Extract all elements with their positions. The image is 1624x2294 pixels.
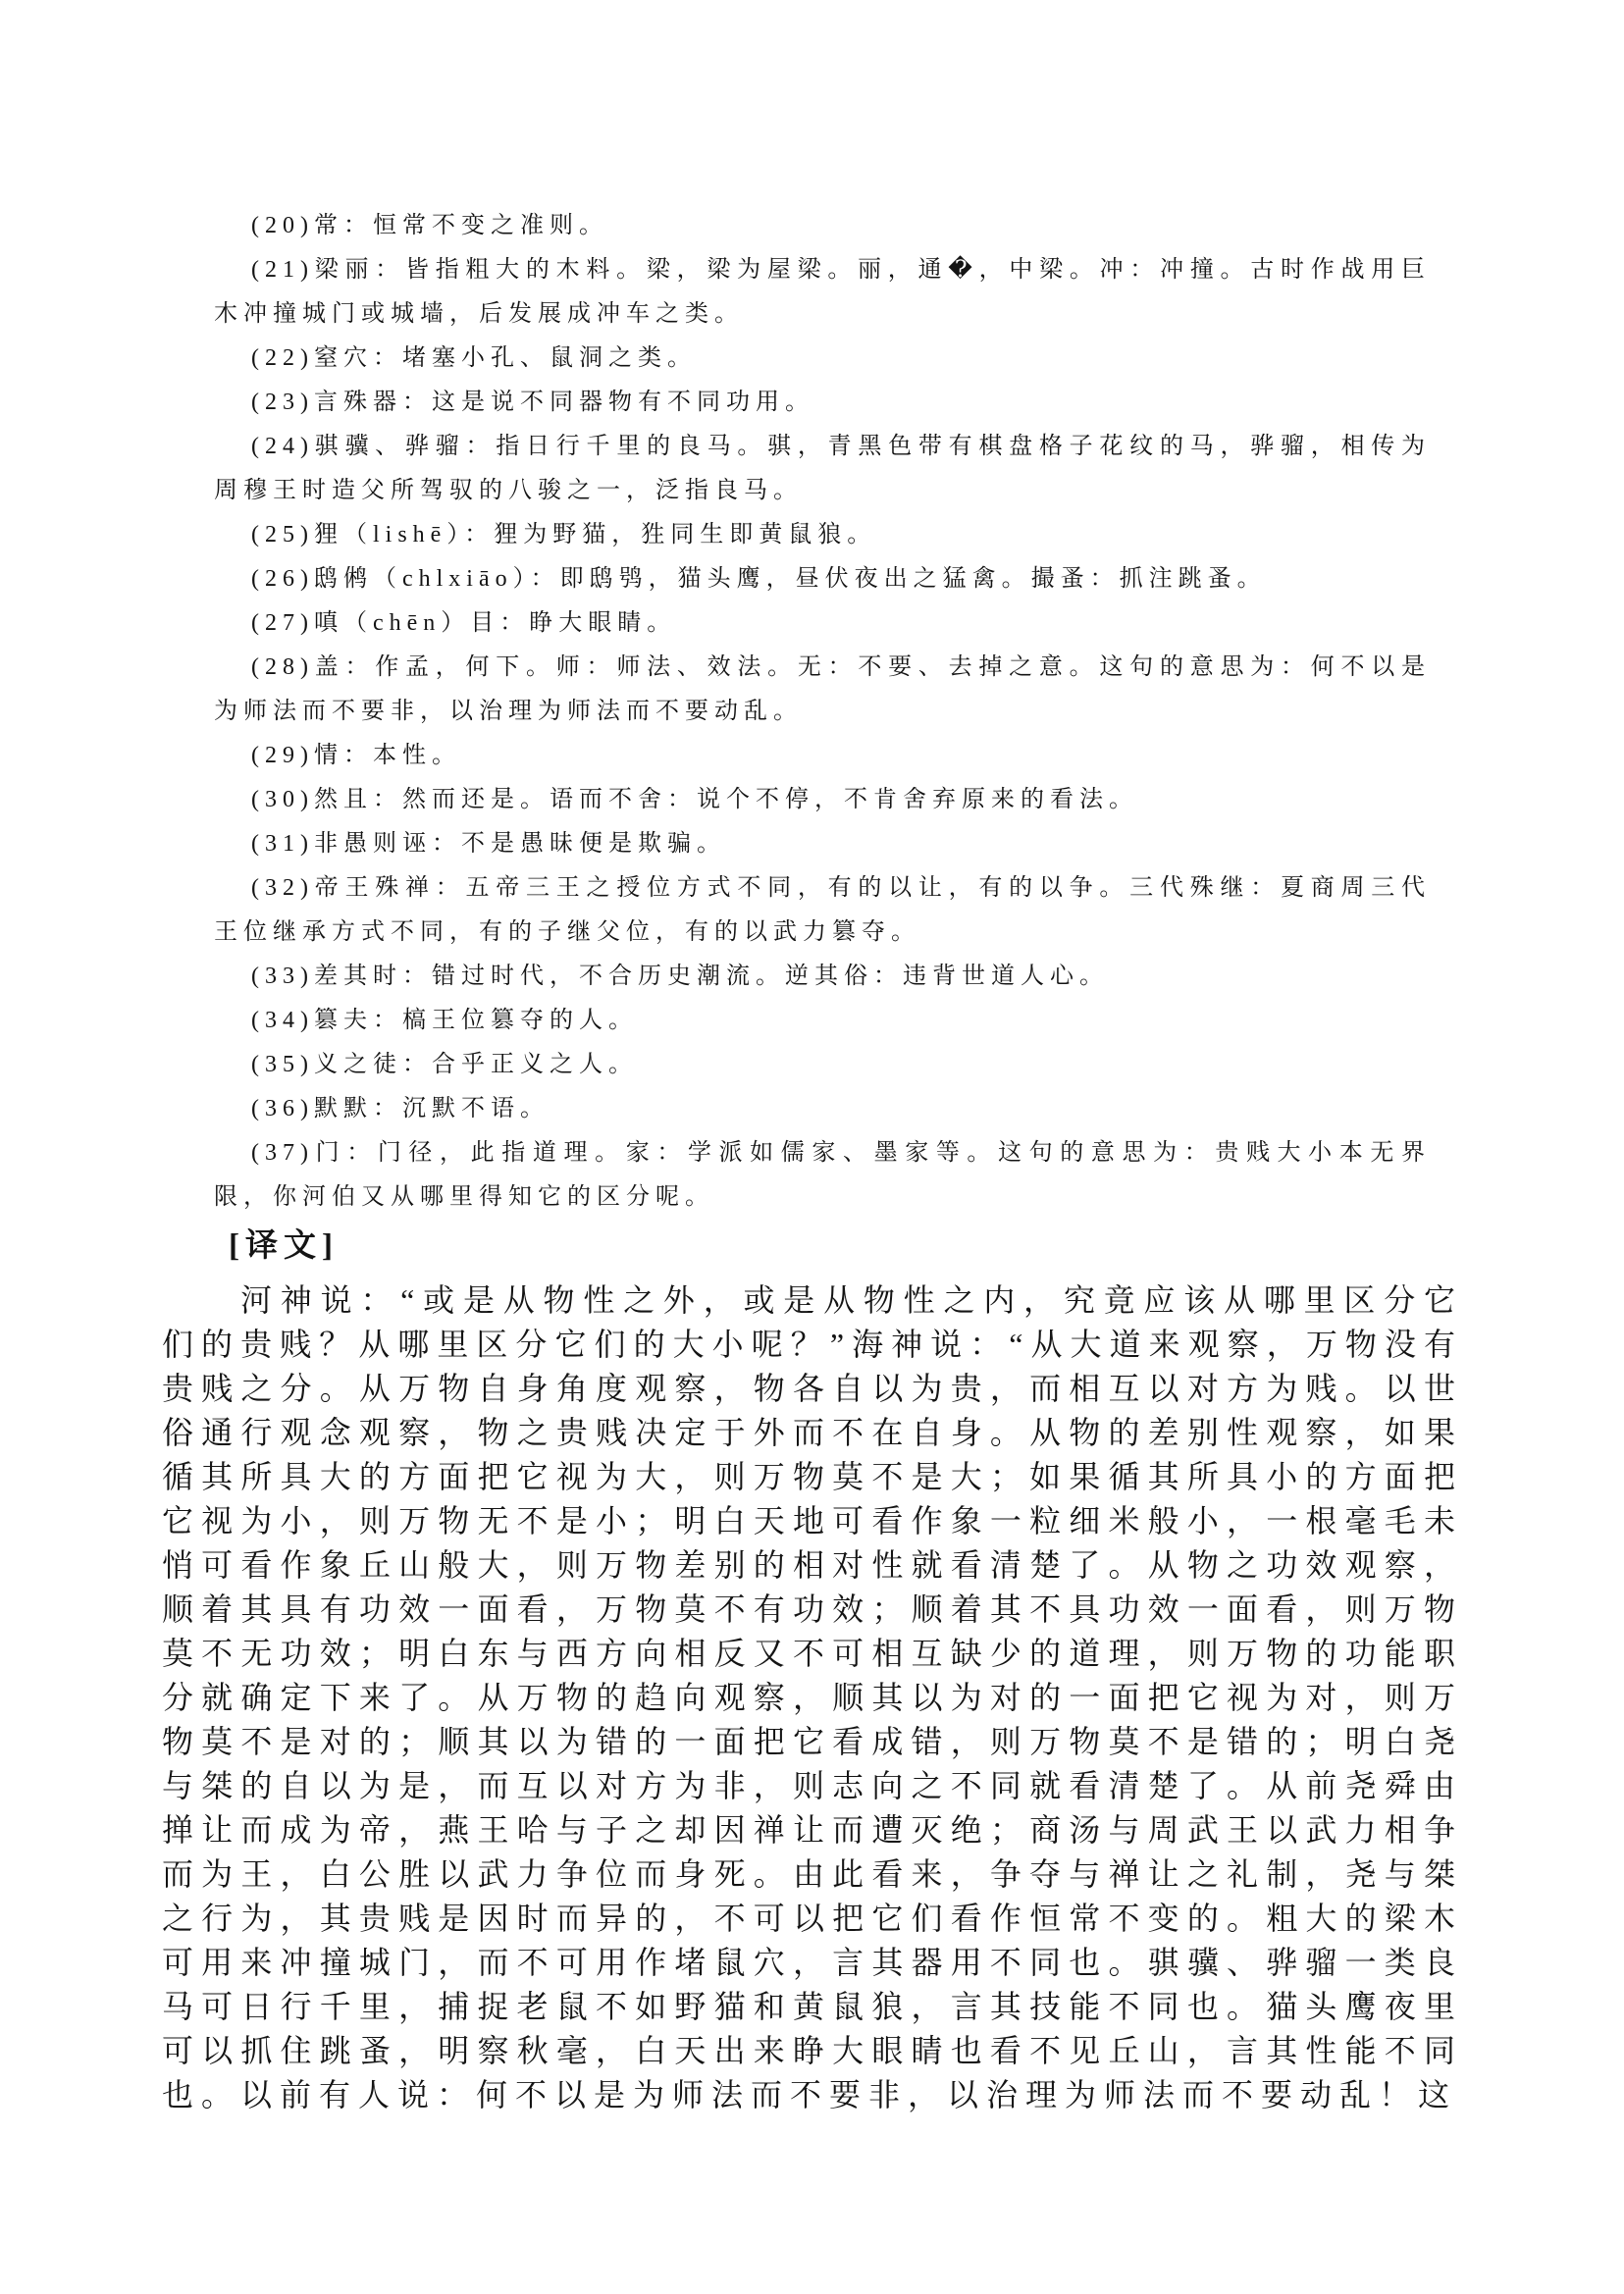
annotations-section xyxy=(214,204,1431,1220)
annotation-item: (20)常：恒常不变之准则。 xyxy=(251,213,608,238)
annotation-item: (34)篡夫：槁王位篡夺的人。 xyxy=(251,1008,638,1033)
annotation-item: (29)情：本性。 xyxy=(251,743,461,768)
annotation-item: (32)帝王殊禅：五帝三王之授位方式不同，有的以让，有的以争。三代殊继：夏商周三代王位继承方式不同，有的子继父位，有的以武力篡夺。 xyxy=(214,875,1431,945)
annotation-item: (33)差其时：错过时代，不合历史潮流。逆其俗：违背世道人心。 xyxy=(251,964,1109,989)
translation-section xyxy=(162,1225,1463,2117)
translation-paragraph: 河神说：“或是从物性之外，或是从物性之内，究竟应该从哪里区分它们的贵贱？从哪里区分它们的大小呢？”海神说：“从大道来观察，万物没有贵贱之分。从万物自身角度观察，物各自以为贵，而相互以对方为贱。以世俗通行观念观察，物之贵贱决定于外而不在自身。从物的差别性观察，如果循其所具大的方面把它视为大，则万物莫不是大；如果循其所具小的方面把它视为小，则万物无不是小；明白天地可看作象一粒细米般小，一根毫毛未悄可看作象丘山般大，则万物差别的相对性就看清楚了。从物之功效观察，顺着其具有功效一面看，万物莫不有功效；顺着其不具功效一面看，则万物莫不无功效；明白东与西方向相反又不可相互缺少的道理，则万物的功能职分就确定下来了。从万物的趋向观察，顺其以为对的一面把它视为对，则万物莫不是对的；顺其以为错的一面把它看成错，则万物莫不是错的；明白尧与桀的自以为是，而互以对方为非，则志向之不同就看清楚了。从前尧舜由掸让而成为帝，燕王哈与子之却因禅让而遭灭绝；商汤与周武王以武力相争而为王，白公胜以武力争位而身死。由此看来，争夺与禅让之礼制，尧与桀之行为，其贵贱是因时而异的，不可以把它们看作恒常不变的。粗大的梁木可用来冲撞城门，而不可用作堵鼠穴，言其器用不同也。骐骥、骅骝一类良马可日行千里，捕捉老鼠不如野猫和黄鼠狼，言其技能不同也。猫头鹰夜里可以抓住跳蚤，明察秋毫，白天出来睁大眼睛也看不见丘山，言其性能不同也。以前有人说：何不以是为师法而不要非，以治理为师法而不要动乱！这 xyxy=(162,1282,1463,2112)
annotation-item: (22)窒穴：堵塞小孔、鼠洞之类。 xyxy=(251,345,697,371)
annotation-item: (21)梁丽：皆指粗大的木料。梁，梁为屋梁。丽，通�，中梁。冲：冲撞。古时作战用巨木冲撞城门或城墙，后发展成冲车之类。 xyxy=(214,257,1431,327)
annotation-item: (25)狸（lishē）：狸为野猫，狌同生即黄鼠狼。 xyxy=(251,522,877,547)
annotation-item: (28)盖：作孟，何下。师：师法、效法。无：不要、去掉之意。这句的意思为：何不以是为师法而不要非，以治理为师法而不要动乱。 xyxy=(214,654,1431,724)
annotation-item: (31)非愚则诬：不是愚昧便是欺骗。 xyxy=(251,831,726,857)
annotation-item: (37)门：门径，此指道理。家：学派如儒家、墨家等。这句的意思为：贵贱大小本无界限，你河伯又从哪里得知它的区分呢。 xyxy=(214,1140,1431,1210)
annotation-item: (36)默默：沉默不语。 xyxy=(251,1096,550,1121)
translation-heading: [译文] xyxy=(229,1228,339,1264)
annotation-item: (24)骐骥、骅骝：指日行千里的良马。骐，青黑色带有棋盘格子花纹的马，骅骝，相传为周穆王时造父所驾驭的八骏之一，泛指良马。 xyxy=(214,434,1431,503)
annotation-item: (26)鸱鸺（chlxiāo）：即鸱鸮，猫头鹰，昼伏夜出之猛禽。撮蚤：抓注跳蚤。 xyxy=(251,566,1267,592)
annotation-item: (35)义之徒：合乎正义之人。 xyxy=(251,1052,638,1077)
annotation-item: (30)然且：然而还是。语而不舍：说个不停，不肯舍弃原来的看法。 xyxy=(251,787,1138,812)
annotation-item: (23)言殊器：这是说不同器物有不同功用。 xyxy=(251,390,814,415)
annotation-item: (27)嗔（chēn）目：睁大眼睛。 xyxy=(251,610,677,636)
